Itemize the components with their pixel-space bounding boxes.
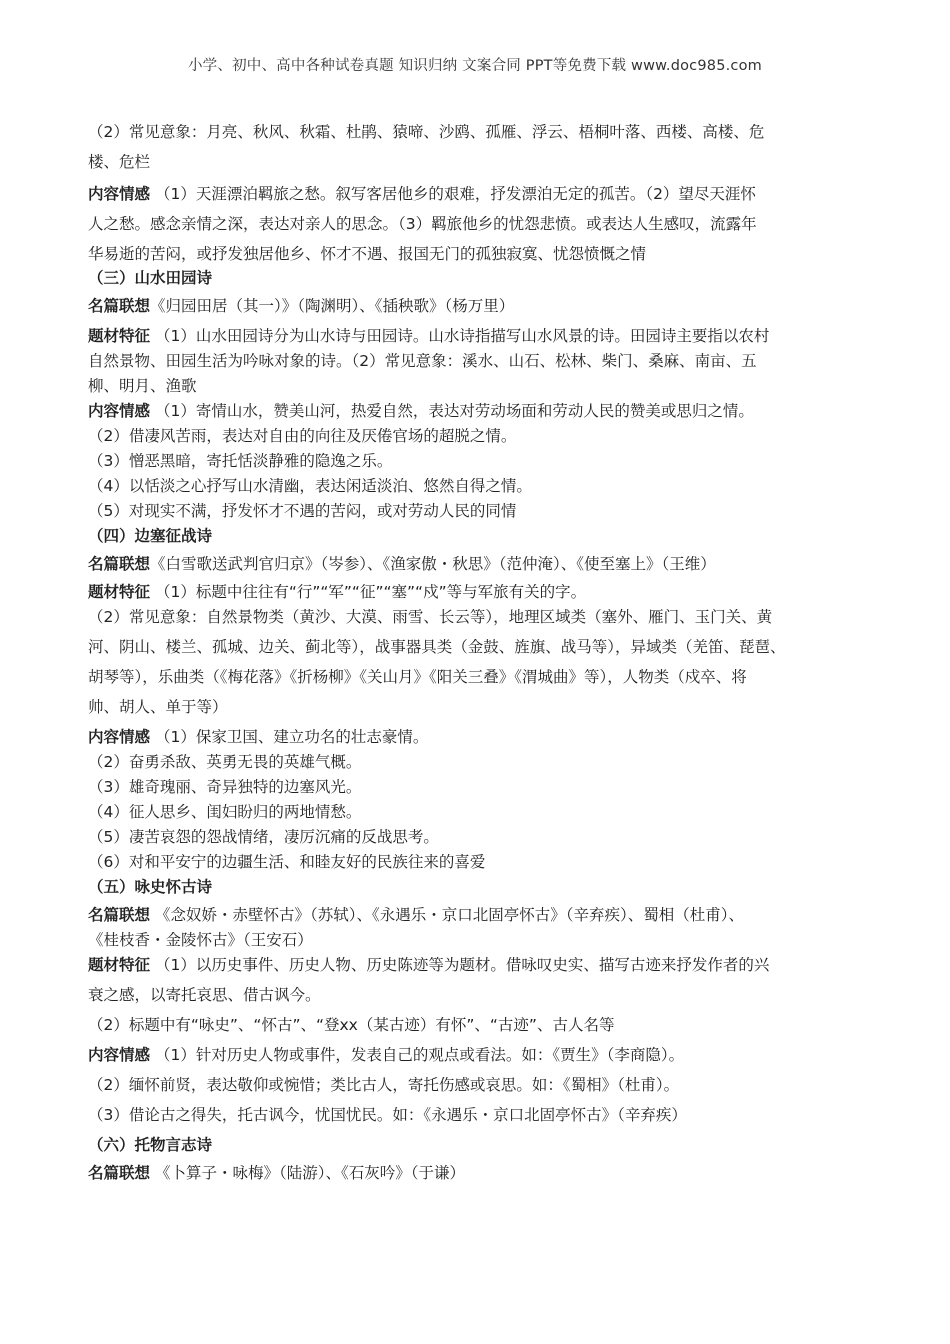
sec3-famous-text: 《归园田居（其一）》（陶渊明）、《插秧歌》（杨万里）	[150, 297, 515, 315]
sec4-content-line-5: （5）凄苦哀怨的怨战情绪，凄厉沉痛的反战思考。	[88, 828, 439, 846]
content-label: 内容情感	[88, 402, 151, 420]
sec3-content-line-4: （4）以恬淡之心抒写山水清幽，表达闲适淡泊、悠然自得之情。	[88, 477, 532, 495]
sec3-content-line-5: （5）对现实不满，抒发怀才不遇的苦闷，或对劳动人民的同情	[88, 502, 517, 520]
sec2-content-line-3: 华易逝的苦闷，或抒发独居他乡、怀才不遇、报国无门的孤独寂寞、忧怨愤慨之情	[88, 245, 647, 263]
famous-label: 名篇联想	[88, 1164, 151, 1182]
sec4-theme-line-2: （2）常见意象：自然景物类（黄沙、大漠、雨雪、长云等），地理区域类（塞外、雁门、玉门关、黄	[88, 608, 773, 626]
sec3-content-line-2: （2）借凄风苦雨，表达对自由的向往及厌倦官场的超脱之情。	[88, 427, 517, 445]
sec5-famous-text-1: 《念奴娇・赤壁怀古》（苏轼）、《永遇乐・京口北固亭怀古》（辛弃疾）、蜀相（杜甫）、	[154, 906, 744, 924]
sec3-theme-line-2: 自然景物、田园生活为吟咏对象的诗。（2）常见意象：溪水、山石、松林、柴门、桑麻、南亩、五	[88, 352, 757, 370]
famous-label: 名篇联想	[88, 297, 151, 315]
sec4-theme-line-5: 帅、胡人、单于等）	[88, 698, 228, 716]
theme-label: 题材特征	[88, 583, 151, 601]
sec6-famous-text: 《卜算子・咏梅》（陆游）、《石灰吟》（于谦）	[154, 1164, 465, 1182]
sec3-theme-text-1: （1）山水田园诗分为山水诗与田园诗。山水诗指描写山水风景的诗。田园诗主要指以农村	[154, 327, 770, 345]
famous-label: 名篇联想	[88, 555, 151, 573]
sec3-theme-line-3: 柳、明月、渔歌	[88, 377, 197, 395]
sec5-theme-line-2: 衰之感，以寄托哀思、借古讽今。	[88, 986, 321, 1004]
sec3-title: （三）山水田园诗	[88, 269, 213, 287]
sec2-imagery-line-1: （2）常见意象：月亮、秋风、秋霜、杜鹃、猿啼、沙鸥、孤雁、浮云、梧桐叶落、西楼、高楼、危	[88, 123, 765, 141]
content-label: 内容情感	[88, 1046, 151, 1064]
sec4-content-text-1: （1）保家卫国、建立功名的壮志豪情。	[154, 728, 429, 746]
sec4-theme-text-1: （1）标题中往往有“行”“军”“征”“塞”“戍”等与军旅有关的字。	[154, 583, 587, 601]
sec6-famous-line	[88, 1162, 878, 1184]
sec2-content-text-1: （1）天涯漂泊羁旅之愁。叙写客居他乡的艰难，抒发漂泊无定的孤苦。（2）望尽天涯怀	[154, 185, 756, 203]
theme-label: 题材特征	[88, 327, 151, 345]
sec4-content-line-1	[88, 726, 878, 748]
sec3-content-text-1: （1）寄情山水，赞美山河，热爱自然，表达对劳动场面和劳动人民的赞美或思归之情。	[154, 402, 754, 420]
sec6-title: （六）托物言志诗	[88, 1136, 213, 1154]
sec3-content-line-1	[88, 400, 878, 422]
sec5-theme-text-1: （1）以历史事件、历史人物、历史陈迹等为题材。借咏叹史实、描写古迹来抒发作者的兴	[154, 956, 770, 974]
sec4-content-line-6: （6）对和平安宁的边疆生活、和睦友好的民族往来的喜爱	[88, 853, 486, 871]
sec3-theme-line-1	[88, 325, 878, 347]
sec5-title: （五）咏史怀古诗	[88, 878, 213, 896]
sec4-theme-line-4: 胡琴等），乐曲类（《梅花落》《折杨柳》《关山月》《阳关三叠》《渭城曲》等），人物类（戍卒、将	[88, 668, 747, 686]
sec4-content-line-4: （4）征人思乡、闺妇盼归的两地情愁。	[88, 803, 362, 821]
sec4-content-line-3: （3）雄奇瑰丽、奇异独特的边塞风光。	[88, 778, 362, 796]
sec5-content-line-2: （2）缅怀前贤，表达敬仰或惋惜；类比古人，寄托伤感或哀思。如：《蜀相》（杜甫）。	[88, 1076, 680, 1094]
sec5-content-text-1: （1）针对历史人物或事件，发表自己的观点或看法。如：《贾生》（李商隐）。	[154, 1046, 685, 1064]
sec4-title: （四）边塞征战诗	[88, 527, 213, 545]
content-label: 内容情感	[88, 185, 151, 203]
sec5-theme-line-1	[88, 954, 878, 976]
sec3-content-line-3: （3）憎恶黑暗，寄托恬淡静雅的隐逸之乐。	[88, 452, 393, 470]
sec4-famous-line	[88, 553, 878, 575]
sec5-theme-line-3: （2）标题中有“咏史”、“怀古”、“登xx（某古迹）有怀”、“古迹”、古人名等	[88, 1016, 615, 1034]
sec5-famous-line-1	[88, 904, 878, 926]
document-body	[88, 121, 878, 1184]
famous-label: 名篇联想	[88, 906, 151, 924]
sec2-content-line-1	[88, 183, 878, 205]
sec2-imagery-line-2: 楼、危栏	[88, 153, 151, 171]
sec5-content-line-3: （3）借论古之得失，托古讽今，忧国忧民。如：《永遇乐・京口北固亭怀古》（辛弃疾）	[88, 1106, 687, 1124]
sec4-content-line-2: （2）奋勇杀敌、英勇无畏的英雄气概。	[88, 753, 362, 771]
page-header: 小学、初中、高中各种试卷真题 知识归纳 文案合同 PPT等免费下载 www.doc985.com	[187, 58, 763, 74]
content-label: 内容情感	[88, 728, 151, 746]
theme-label: 题材特征	[88, 956, 151, 974]
sec3-famous-line	[88, 295, 878, 317]
sec4-theme-line-1	[88, 581, 878, 603]
sec4-theme-line-3: 河、阴山、楼兰、孤城、边关、蓟北等），战事器具类（金鼓、旌旗、战马等），异域类（羌笛、琵琶、	[88, 638, 786, 656]
sec4-famous-text: 《白雪歌送武判官归京》（岑参）、《渔家傲・秋思》（范仲淹）、《使至塞上》（王维）	[150, 555, 716, 573]
sec5-famous-line-2: 《桂枝香・金陵怀古》（王安石）	[88, 931, 313, 949]
sec5-content-line-1	[88, 1044, 878, 1066]
sec2-content-line-2: 人之愁。感念亲情之深，表达对亲人的思念。（3）羁旅他乡的忧怨悲愤。或表达人生感叹，流露年	[88, 215, 757, 233]
